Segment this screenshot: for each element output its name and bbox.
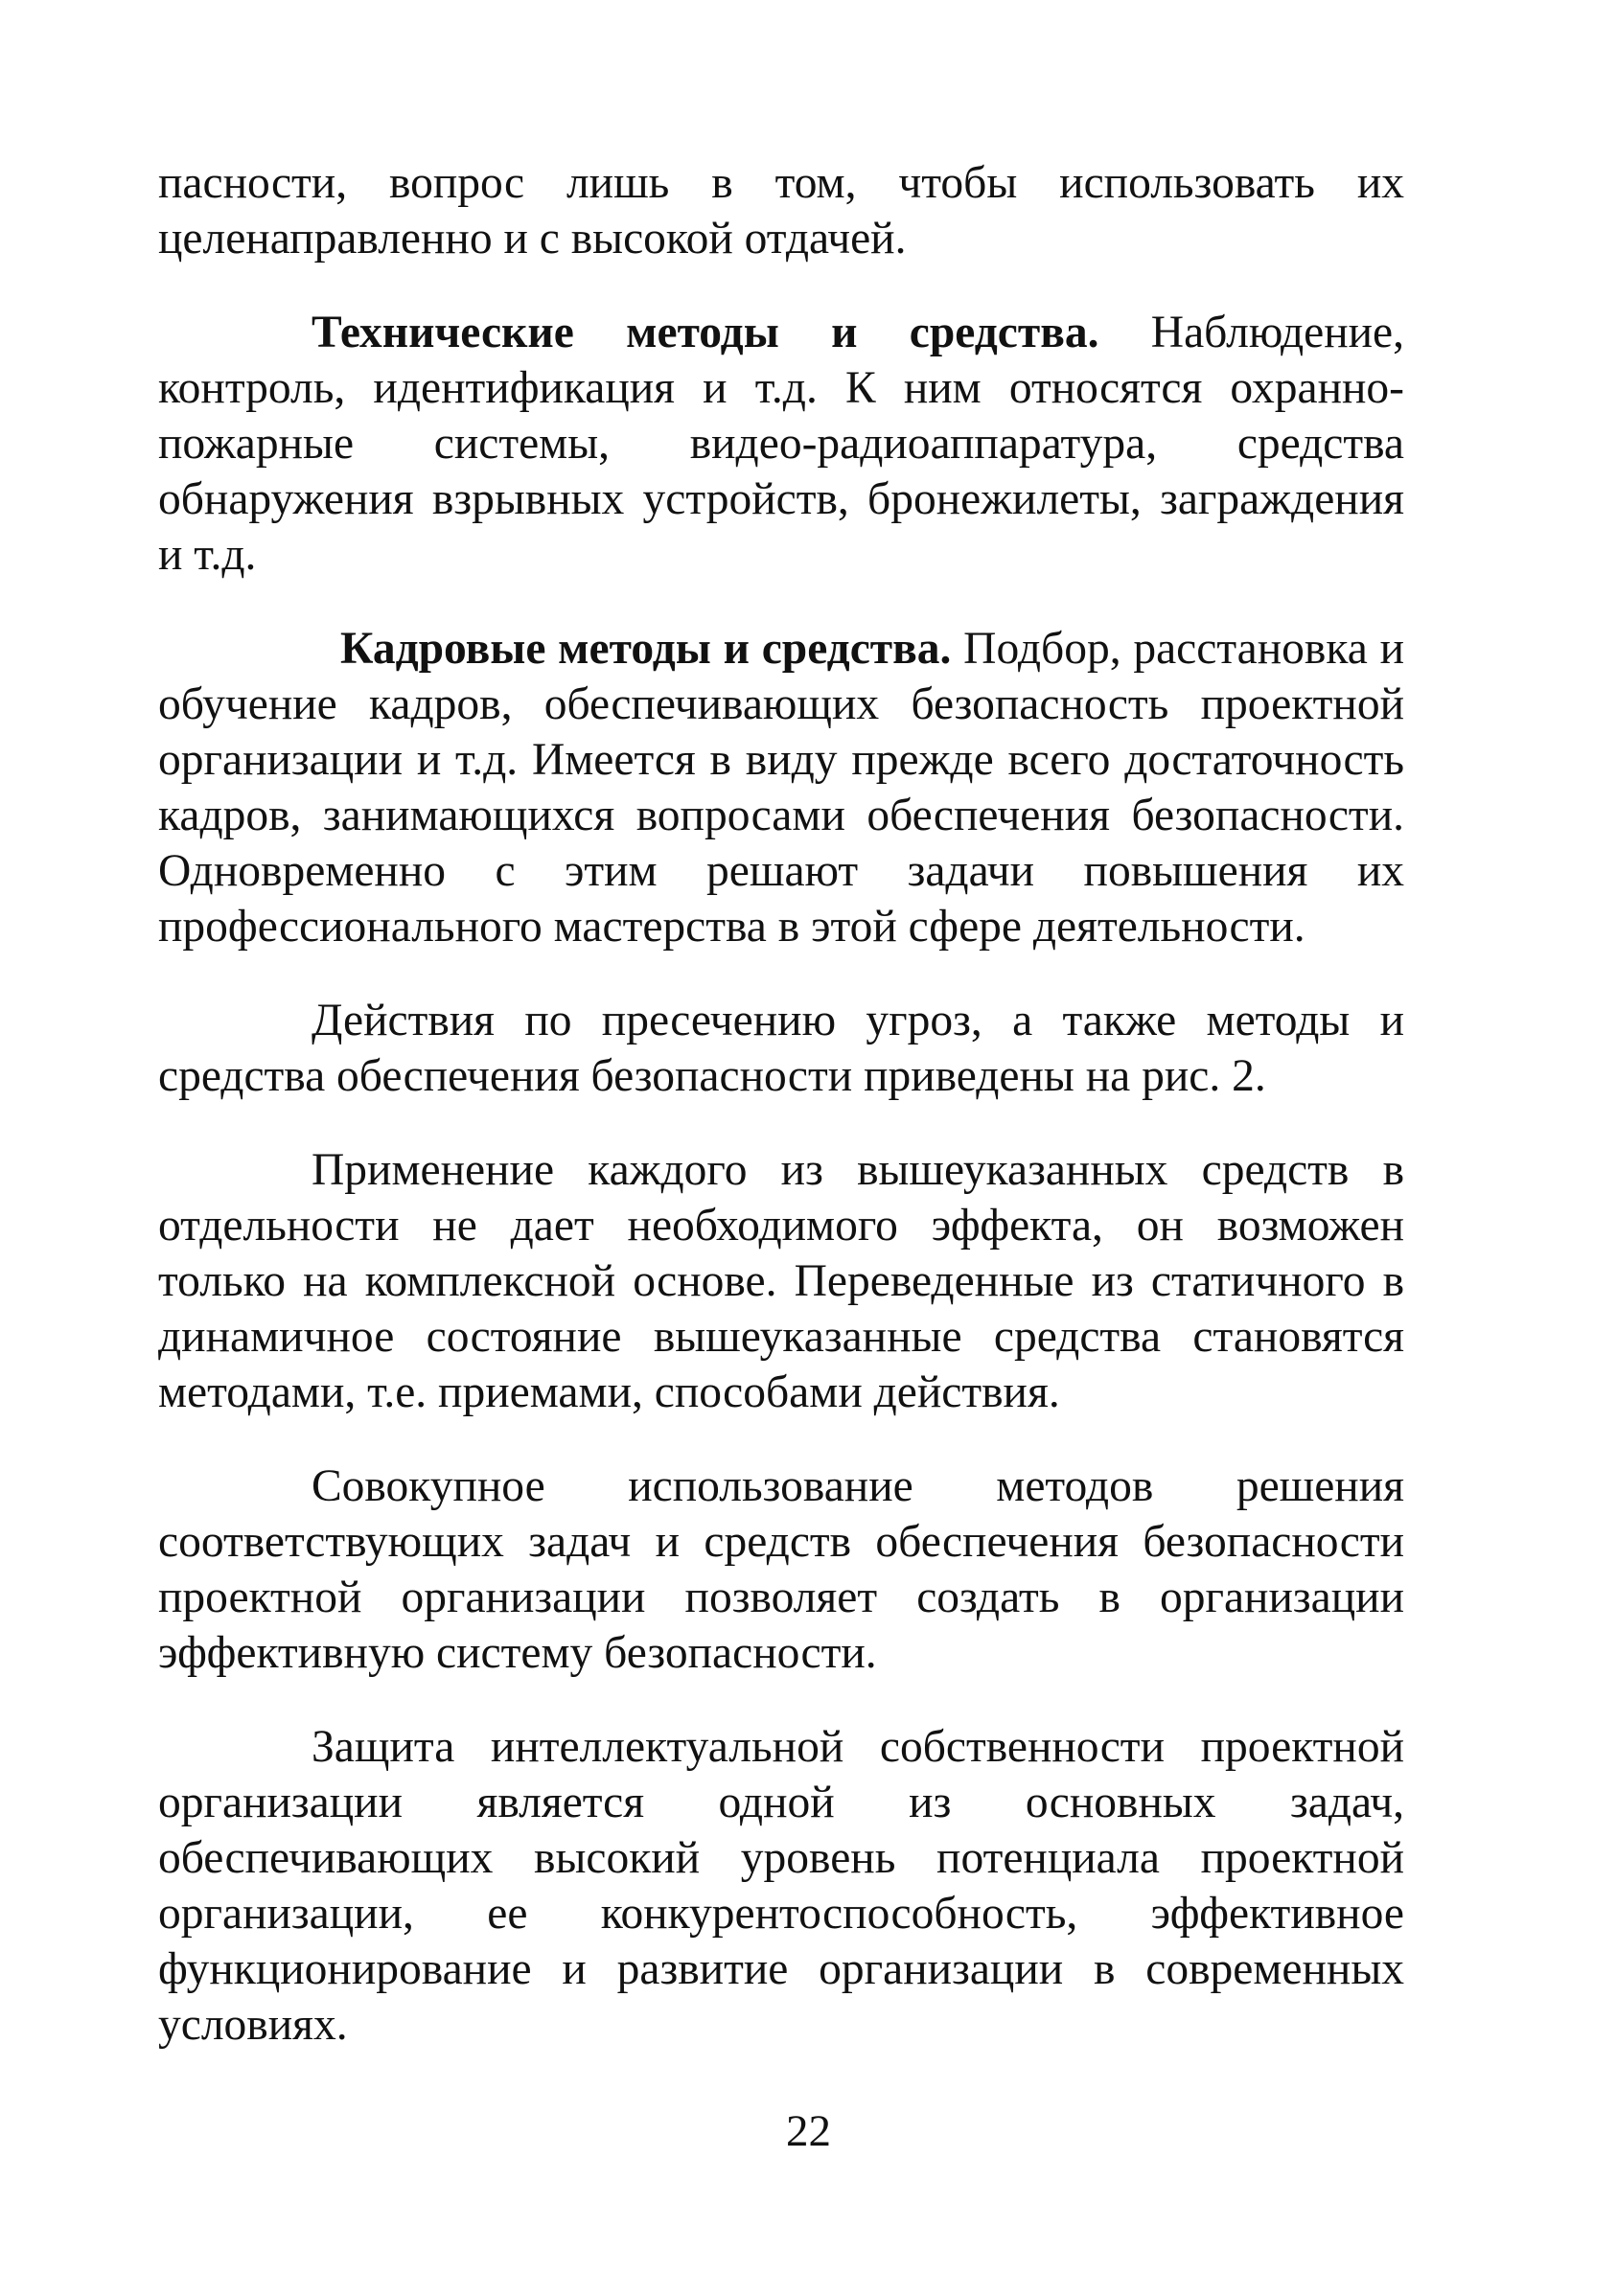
paragraph-complex-application [158, 1142, 1404, 1420]
paragraph-personnel-methods [158, 621, 1404, 954]
page-number: 22 [786, 2106, 831, 2156]
paragraph-text: пасности, вопрос лишь в том, чтобы использовать их целенаправленно и с высокой отдачей. [158, 158, 1404, 264]
paragraph-threat-actions [158, 993, 1404, 1104]
paragraph-text: Действия по пресечению угроз, а также методы и средства обеспечения безопасности приведены на рис. 2. [158, 996, 1404, 1101]
paragraph-text: Подбор, расстановка и обучение кадров, обеспечивающих безопасность проектной организации и т.д. Имеется в виду прежде всего достаточность кадров, занимающихся вопросами обеспечения безопасности. Одновременно с этим решают задачи повышения их профессионального мастерства в этой сфере деятельности. [158, 624, 1404, 952]
paragraph-intellectual-property [158, 1719, 1404, 2053]
body-text [158, 155, 1404, 2091]
paragraph-text: Наблюдение, контроль, идентификация и т.д. К ним относятся охранно-пожарные системы, видео-радиоаппаратура, средства обнаружения взрывных устройств, бронежилеты, заграждения и т.д. [158, 308, 1404, 580]
paragraph-technical-methods [158, 305, 1404, 583]
paragraph-combined-use [158, 1458, 1404, 1681]
paragraph-continuation [158, 155, 1404, 266]
paragraph-text: Применение каждого из вышеуказанных средств в отдельности не дает необходимого эффекта, он возможен только на комплексной основе. Переведенные из статичного в динамичное состояние вышеуказанные средства становятся методами, т.е. приемами, способами действия. [158, 1145, 1404, 1417]
paragraph-heading: Технические методы и средства. [312, 308, 1099, 357]
paragraph-heading: Кадровые методы и средства. [340, 624, 952, 674]
paragraph-text: Совокупное использование методов решения соответствующих задач и средств обеспечения безопасности проектной организации позволяет создать в организации эффективную систему безопасности. [158, 1461, 1404, 1678]
paragraph-text: Защита интеллектуальной собственности проектной организации является одной из основных задач, обеспечивающих высокий уровень потенциала проектной организации, ее конкурентоспособность, эффективное функционирование и развитие организации в современных условиях. [158, 1722, 1404, 2050]
